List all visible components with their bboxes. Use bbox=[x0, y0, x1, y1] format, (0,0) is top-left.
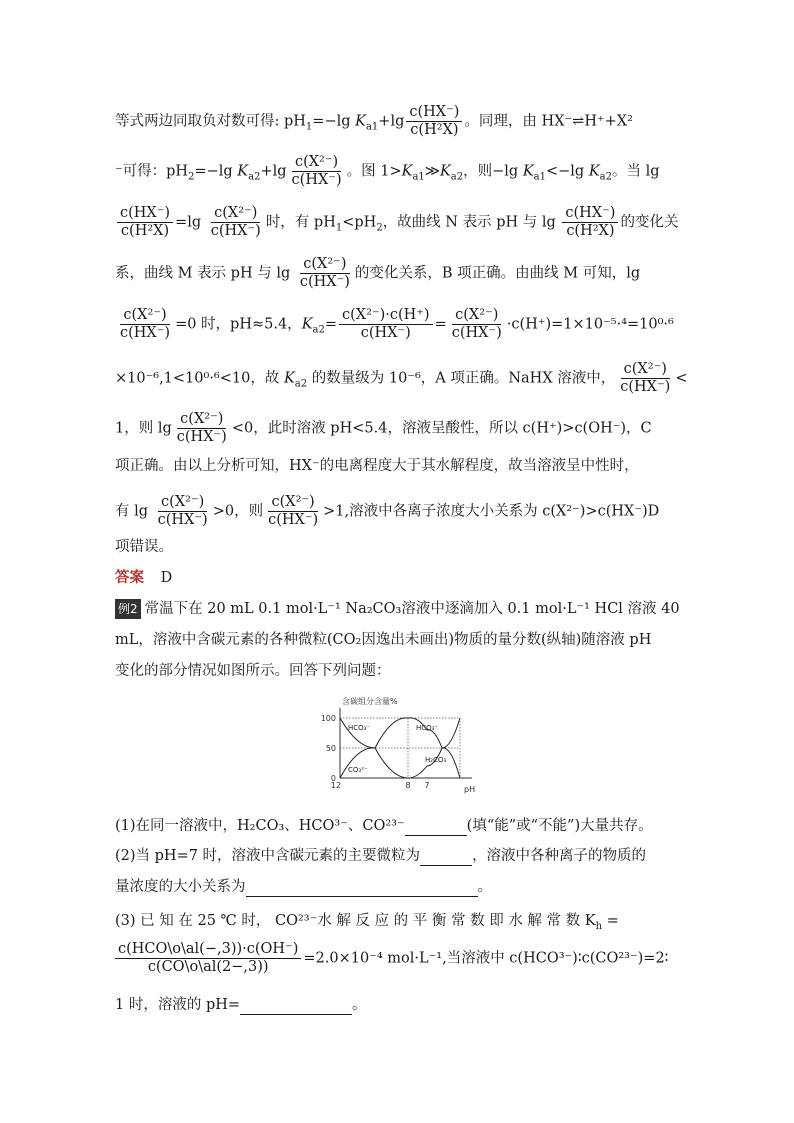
numerator: c(X²⁻) bbox=[158, 494, 207, 512]
solution-line-5 bbox=[115, 307, 674, 342]
fraction bbox=[297, 256, 353, 291]
denominator: c(H²X) bbox=[566, 223, 615, 239]
text: +lg bbox=[260, 163, 287, 180]
text: +lg bbox=[378, 113, 405, 130]
answer-value: D bbox=[160, 570, 173, 586]
text: <0，此时溶液 pH<5.4，溶液呈酸性，所以 c(H⁺)>c(OH⁻)，C bbox=[231, 420, 652, 437]
y-tick-label: 50 bbox=[325, 744, 336, 753]
series-label: CO₃²⁻ bbox=[348, 766, 368, 774]
fraction bbox=[208, 205, 264, 240]
numerator: c(X²⁻) bbox=[120, 307, 169, 325]
sub: a2 bbox=[248, 171, 261, 183]
denominator: c(HX⁻) bbox=[299, 274, 350, 290]
solution-line-4 bbox=[115, 256, 640, 291]
x-tick-label: 12 bbox=[330, 781, 342, 790]
denominator: c(HX⁻) bbox=[210, 223, 261, 239]
k-symbol: K bbox=[301, 316, 313, 333]
text: 常温下在 20 mL 0.1 mol·L⁻¹ Na₂CO₃溶液中逐滴加入 0.1 mol·L⁻¹ HCl 溶液 40 bbox=[144, 601, 680, 617]
text: ·c(H⁺)=1×10⁻⁵·⁴=10⁰·⁶ bbox=[506, 316, 674, 333]
numerator: c(X²⁻) bbox=[211, 205, 260, 223]
x-tick-label: 7 bbox=[424, 781, 430, 790]
example-tag: 例2 bbox=[115, 599, 141, 619]
denominator: c(HX⁻) bbox=[268, 512, 319, 528]
fraction bbox=[117, 205, 173, 240]
series-label: HCO₃⁻ bbox=[348, 724, 371, 732]
denominator: c(H²X) bbox=[120, 223, 170, 239]
fraction bbox=[117, 307, 173, 342]
question-3-line-3 bbox=[115, 995, 367, 1015]
numerator: c(X²⁻) bbox=[292, 154, 341, 172]
series-label: HCO₃⁻ bbox=[416, 724, 439, 732]
text: ，则−lg bbox=[463, 163, 523, 180]
species-fraction-chart bbox=[312, 692, 482, 796]
text: 的数量级为 10⁻⁶，A 项正确。NaHX 溶液中， bbox=[307, 370, 616, 387]
text: ，溶液中各种离子的物质的 bbox=[472, 848, 647, 864]
text: 系，曲线 M 表示 pH 与 lg bbox=[115, 265, 295, 282]
numerator: c(X²⁻) bbox=[300, 256, 349, 274]
fraction bbox=[155, 494, 211, 529]
denominator: c(HX⁻) bbox=[157, 512, 208, 528]
text: >0，则 bbox=[212, 503, 264, 520]
text: 1 时，溶液的 pH= bbox=[115, 997, 241, 1013]
text: < bbox=[675, 370, 688, 387]
text: 等式两边同取负对数可得: pH bbox=[115, 113, 306, 130]
solution-line-1 bbox=[115, 104, 633, 139]
denominator: c(HX⁻) bbox=[176, 429, 227, 445]
sub: a1 bbox=[365, 121, 379, 133]
fraction bbox=[115, 941, 301, 976]
y-tick-label: 0 bbox=[330, 774, 336, 783]
numerator: c(HX⁻) bbox=[406, 104, 462, 122]
solution-line-7 bbox=[115, 411, 652, 446]
solution-line-10 bbox=[115, 537, 173, 557]
text: 。同理，由 HX⁻ bbox=[464, 113, 573, 130]
sub: a2 bbox=[450, 171, 464, 183]
text: ，故曲线 N 表示 pH 与 lg bbox=[382, 214, 561, 231]
text: 项错误。 bbox=[115, 539, 173, 555]
text: (填“能”或“不能”)大量共存。 bbox=[466, 818, 653, 834]
text: 1，则 lg bbox=[115, 420, 172, 437]
fraction bbox=[617, 361, 673, 396]
question-2-line-2 bbox=[115, 877, 492, 897]
fraction bbox=[289, 154, 345, 189]
text: 的变化关系，B 项正确。由曲线 M 可知，lg bbox=[354, 265, 641, 282]
numerator: c(HCO\o\al(−,3))·c(OH⁻) bbox=[115, 941, 301, 959]
answer-blank[interactable] bbox=[405, 821, 467, 836]
text: 。当 lg bbox=[611, 163, 660, 180]
text: =lg bbox=[175, 214, 206, 231]
denominator: c(HX⁻) bbox=[291, 172, 342, 188]
fraction bbox=[265, 494, 321, 529]
k-symbol: K bbox=[588, 163, 600, 180]
text: <−lg bbox=[545, 163, 589, 180]
text: H⁺+X² bbox=[584, 113, 633, 130]
solution-line-8 bbox=[115, 456, 639, 476]
x-axis-label: pH bbox=[464, 785, 476, 794]
denominator: c(HX⁻) bbox=[620, 379, 671, 395]
denominator: c(H²X) bbox=[410, 122, 459, 138]
answer-blank[interactable] bbox=[240, 1000, 352, 1015]
sub: a2 bbox=[599, 171, 612, 183]
sub: a2 bbox=[294, 378, 308, 390]
text: 时，有 pH bbox=[265, 214, 336, 231]
fraction bbox=[562, 205, 618, 240]
text: =−lg bbox=[312, 113, 356, 130]
text: = bbox=[602, 913, 619, 929]
text: 。图 1> bbox=[346, 163, 402, 180]
x-tick-label: 8 bbox=[405, 781, 411, 790]
sub: 1 bbox=[305, 121, 313, 133]
fraction bbox=[406, 104, 462, 139]
text: (3) 已 知 在 25 ℃ 时， CO²³⁻水 解 反 应 的 平 衡 常 数 即 水 解 常 数 K bbox=[115, 913, 596, 929]
chart-title: 含碳组分含量% bbox=[342, 697, 398, 706]
denominator: c(HX⁻) bbox=[360, 325, 411, 341]
sub: 2 bbox=[188, 171, 195, 183]
denominator: c(HX⁻) bbox=[451, 325, 502, 341]
fraction bbox=[449, 307, 505, 342]
numerator: c(X²⁻)·c(H⁺) bbox=[339, 307, 433, 325]
denominator: c(CO\o\al(2−,3)) bbox=[147, 959, 269, 975]
text: 的变化关 bbox=[620, 214, 679, 231]
example-line-3 bbox=[115, 661, 391, 681]
text: 变化的部分情况如图所示。回答下列问题： bbox=[115, 663, 391, 679]
solution-line-6 bbox=[115, 361, 687, 396]
y-tick-label: 100 bbox=[320, 714, 336, 723]
k-symbol: K bbox=[355, 113, 366, 130]
text: =0 时，pH≈5.4， bbox=[175, 316, 302, 333]
numerator: c(HX⁻) bbox=[562, 205, 618, 223]
sub: h bbox=[595, 920, 603, 932]
numerator: c(X²⁻) bbox=[177, 411, 226, 429]
sub: a1 bbox=[533, 171, 546, 183]
text: (1)在同一溶液中，H₂CO₃、HCO³⁻、CO²³⁻ bbox=[115, 818, 405, 834]
k-symbol: K bbox=[522, 163, 534, 180]
text: mL，溶液中含碳元素的各种微粒(CO₂因逸出未画出)物质的量分数(纵轴)随溶液 pH bbox=[115, 632, 652, 648]
text: = bbox=[324, 316, 338, 333]
text: 。 bbox=[477, 879, 492, 895]
solution-line-2 bbox=[115, 154, 660, 189]
numerator: c(X²⁻) bbox=[268, 494, 317, 512]
sub: 1 bbox=[335, 222, 343, 234]
example-line-1 bbox=[115, 599, 680, 619]
text: 有 lg bbox=[115, 503, 153, 520]
question-1 bbox=[115, 816, 653, 836]
text: = bbox=[434, 316, 447, 333]
series-label: H₂CO₃ bbox=[425, 756, 447, 764]
text: <pH bbox=[342, 214, 377, 231]
denominator: c(HX⁻) bbox=[120, 325, 171, 341]
text: 。 bbox=[352, 997, 367, 1013]
solution-line-9 bbox=[115, 494, 659, 529]
k-symbol: K bbox=[283, 370, 295, 387]
text: (2)当 pH=7 时，溶液中含碳元素的主要微粒为 bbox=[115, 848, 421, 864]
k-symbol: K bbox=[401, 163, 413, 180]
sub: a1 bbox=[412, 171, 425, 183]
text: =2.0×10⁻⁴ mol·L⁻¹,当溶液中 c(HCO³⁻)∶c(CO²³⁻)=2∶ bbox=[303, 950, 669, 967]
fraction bbox=[174, 411, 230, 446]
solution-line-3 bbox=[115, 205, 678, 240]
text: ×10⁻⁶,1<10⁰·⁶<10，故 bbox=[115, 370, 284, 387]
text: >1,溶液中各离子浓度大小关系为 c(X²⁻)>c(HX⁻)D bbox=[323, 503, 660, 520]
question-3-line-1 bbox=[115, 911, 619, 931]
k-symbol: K bbox=[439, 163, 451, 180]
answer-label: 答案 bbox=[115, 570, 144, 586]
numerator: c(X²⁻) bbox=[621, 361, 670, 379]
k-symbol: K bbox=[237, 163, 249, 180]
answer-line bbox=[115, 568, 172, 588]
fraction bbox=[339, 307, 433, 342]
text: 量浓度的大小关系为 bbox=[115, 879, 246, 895]
answer-blank[interactable] bbox=[420, 851, 472, 866]
numerator: c(HX⁻) bbox=[117, 205, 173, 223]
text: ⁻可得：pH bbox=[115, 163, 189, 180]
sub: a2 bbox=[312, 324, 325, 336]
text: 项正确。由以上分析可知，HX⁻的电离程度大于其水解程度，故当溶液呈中性时， bbox=[115, 458, 639, 474]
text: ≫ bbox=[424, 163, 440, 180]
sub: 2 bbox=[376, 222, 383, 234]
example-line-2 bbox=[115, 630, 651, 650]
equilibrium-arrow: ⇌ bbox=[572, 113, 585, 130]
answer-blank[interactable] bbox=[246, 882, 478, 897]
text: =−lg bbox=[194, 163, 238, 180]
question-3-line-2 bbox=[115, 941, 668, 976]
numerator: c(X²⁻) bbox=[452, 307, 501, 325]
question-2-line-1 bbox=[115, 846, 646, 866]
